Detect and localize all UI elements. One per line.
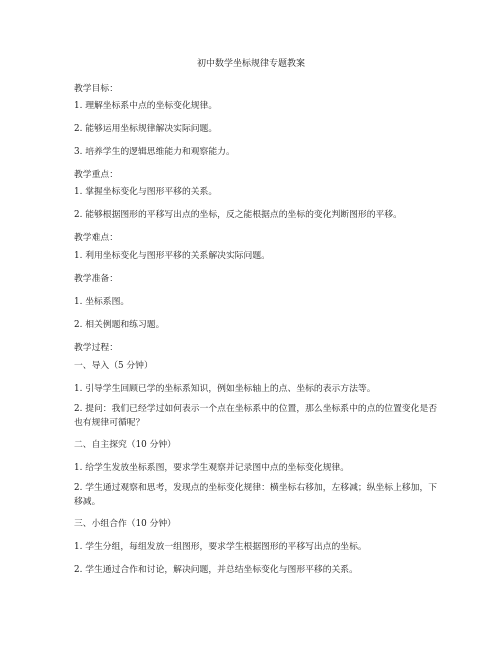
difficulties-heading: 教学难点： [74,233,118,243]
preparation-heading: 教学准备： [74,274,118,284]
process-item: 1. 学生分组，每组发放一组图形，要求学生根据图形的平移写出点的坐标。 [74,542,367,552]
preparation-item: 1. 坐标系图。 [74,297,130,307]
objective-item: 3. 培养学生的逻辑思维能力和观察能力。 [74,147,235,157]
process-item: 2. 学生通过观察和思考，发现点的坐标变化规律：横坐标右移加，左移减；纵坐标上移加，下移减。 [74,483,438,507]
section-heading: 一、导入（5 分钟） [74,361,153,371]
key-points-heading: 教学重点： [74,170,118,180]
process-item: 1. 给学生发放坐标系图，要求学生观察并记录图中点的坐标变化规律。 [74,463,350,473]
difficulty-item: 1. 利用坐标变化与图形平移的关系解决实际问题。 [74,251,270,261]
process-item: 2. 学生通过合作和讨论，解决问题，并总结坐标变化与图形平移的关系。 [74,565,358,575]
objective-item: 1. 理解坐标系中点的坐标变化规律。 [74,101,218,111]
document-title: 初中数学坐标规律专题教案 [196,59,305,69]
section-heading: 二、自主探究（10 分钟） [74,440,176,450]
objective-item: 2. 能够运用坐标规律解决实际问题。 [74,124,218,134]
process-heading: 教学过程： [74,343,118,353]
key-point-item: 2. 能够根据图形的平移写出点的坐标，反之能根据点的坐标的变化判断图形的平移。 [74,210,402,220]
process-item: 1. 引导学生回顾已学的坐标系知识，例如坐标轴上的点、坐标的表示方法等。 [74,384,376,394]
process-item: 2. 提问：我们已经学过如何表示一个点在坐标系中的位置，那么坐标系中的点的位置变化是否也有规律可循呢？ [74,404,438,428]
preparation-item: 2. 相关例题和练习题。 [74,320,165,330]
section-heading: 三、小组合作（10 分钟） [74,519,176,529]
key-point-item: 1. 掌握坐标变化与图形平移的关系。 [74,187,218,197]
objectives-heading: 教学目标： [74,84,118,94]
